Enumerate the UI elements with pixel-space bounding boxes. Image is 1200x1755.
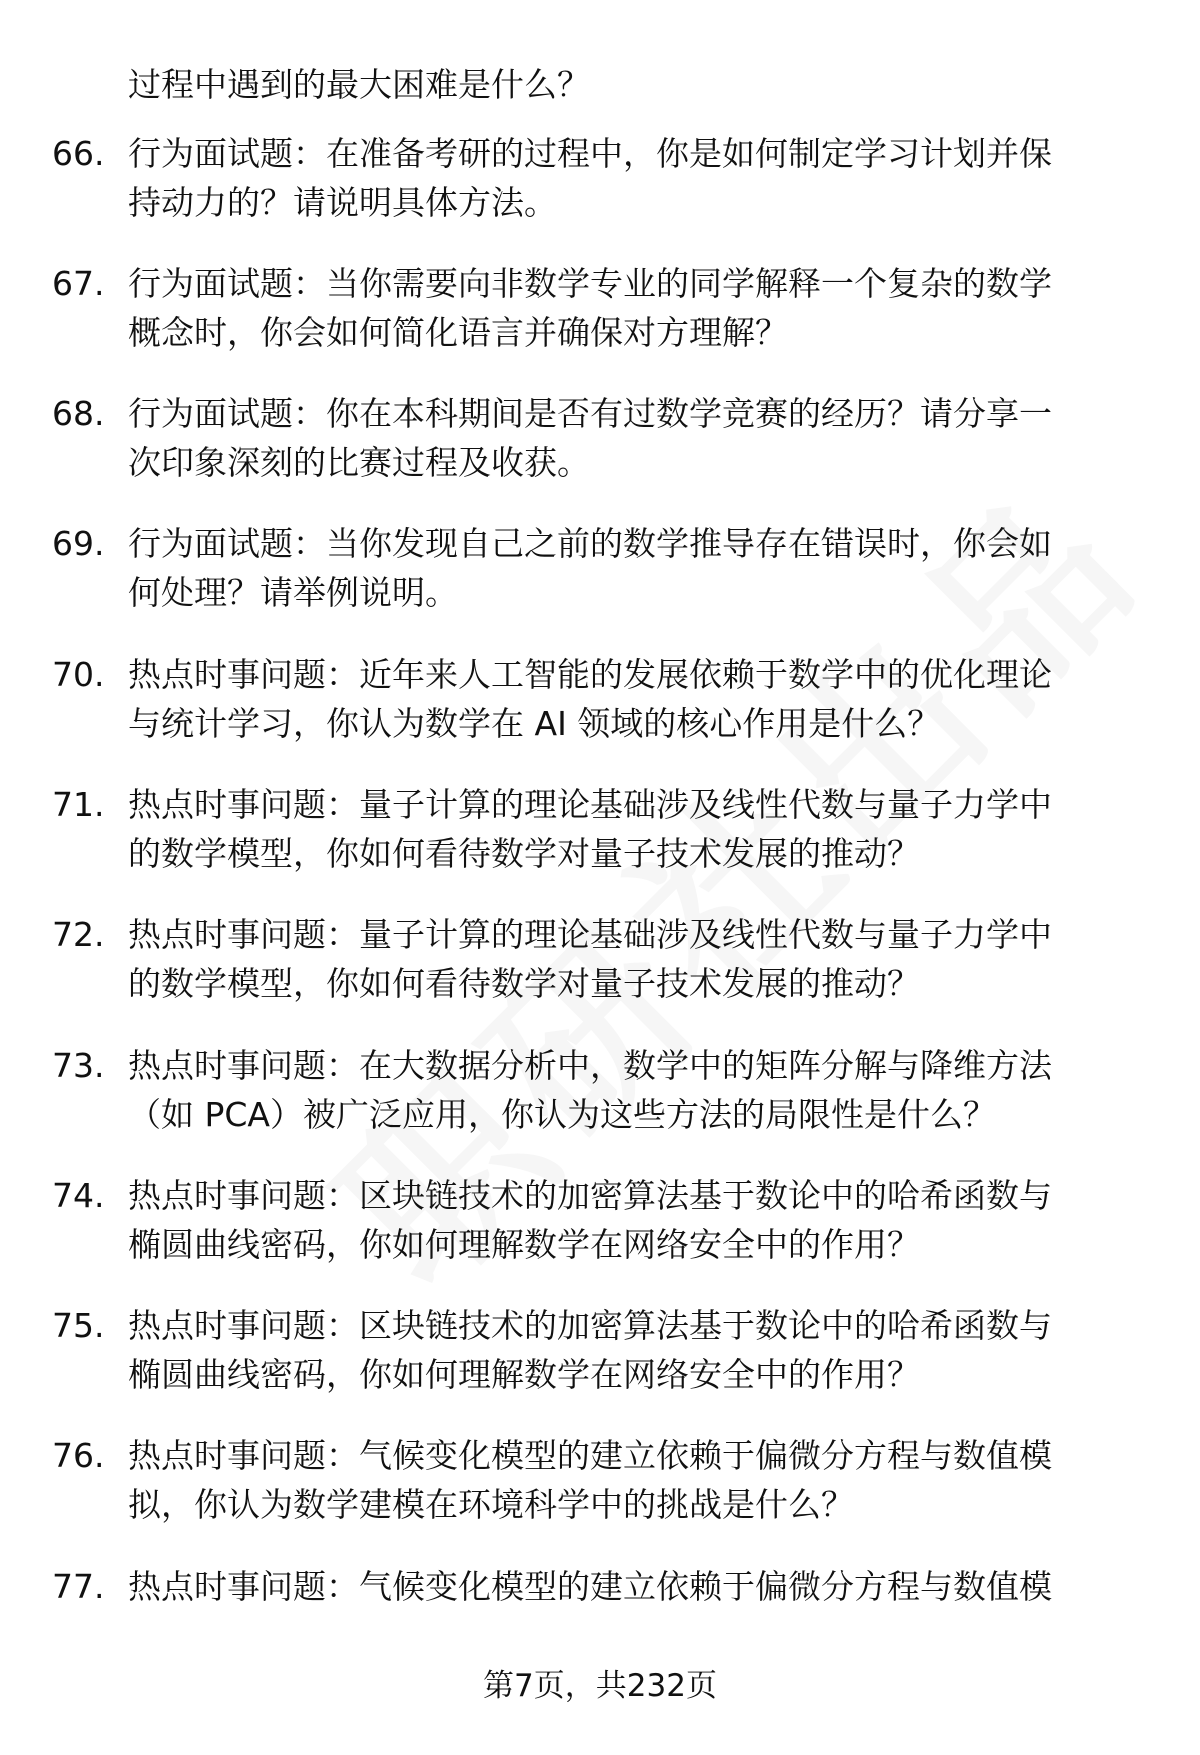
question-item: [0, 1431, 1200, 1529]
question-number: 71.: [52, 785, 105, 824]
question-number: 73.: [52, 1046, 105, 1085]
question-text-line-1: 热点时事问题：量子计算的理论基础涉及线性代数与量子力学中: [128, 785, 1052, 824]
question-text-line-1: 热点时事问题：量子计算的理论基础涉及线性代数与量子力学中: [128, 915, 1052, 954]
page-footer: 第7页，共232页: [483, 1668, 717, 1704]
question-text-line-1: 热点时事问题：近年来人工智能的发展依赖于数学中的优化理论: [128, 655, 1052, 694]
question-text-line-2: 的数学模型，你如何看待数学对量子技术发展的推动？: [128, 834, 920, 873]
question-number: 69.: [52, 524, 105, 563]
question-text-line-2: 椭圆曲线密码，你如何理解数学在网络安全中的作用？: [128, 1225, 920, 1264]
question-text-line-2: 与统计学习，你认为数学在 AI 领域的核心作用是什么？: [128, 704, 941, 743]
question-text-line-2: 的数学模型，你如何看待数学对量子技术发展的推动？: [128, 964, 920, 1003]
question-number: 76.: [52, 1436, 105, 1475]
question-number: 70.: [52, 655, 105, 694]
question-text-line-2: 持动力的？请说明具体方法。: [128, 183, 557, 222]
question-item: [0, 519, 1200, 617]
question-text-line-2: 拟，你认为数学建模在环境科学中的挑战是什么？: [128, 1485, 854, 1524]
question-item: [0, 129, 1200, 227]
question-text-line-1: 热点时事问题：气候变化模型的建立依赖于偏微分方程与数值模: [128, 1567, 1052, 1606]
question-number: 75.: [52, 1306, 105, 1345]
question-number: 67.: [52, 264, 105, 303]
question-text-line-2: （如 PCA）被广泛应用，你认为这些方法的局限性是什么？: [128, 1095, 997, 1134]
question-number: 66.: [52, 134, 105, 173]
question-item: [0, 1041, 1200, 1139]
question-item: [0, 910, 1200, 1008]
continued-question-text: 过程中遇到的最大困难是什么？: [128, 65, 590, 104]
question-item: [0, 1301, 1200, 1399]
question-text-line-1: 热点时事问题：区块链技术的加密算法基于数论中的哈希函数与: [128, 1176, 1052, 1215]
question-text-line-1: 行为面试题：你在本科期间是否有过数学竞赛的经历？请分享一: [128, 394, 1052, 433]
question-item: [0, 1562, 1200, 1611]
question-item: [0, 650, 1200, 748]
question-text-line-1: 行为面试题：在准备考研的过程中，你是如何制定学习计划并保: [128, 134, 1052, 173]
question-text-line-1: 行为面试题：当你需要向非数学专业的同学解释一个复杂的数学: [128, 264, 1052, 303]
question-text-line-1: 热点时事问题：在大数据分析中，数学中的矩阵分解与降维方法: [128, 1046, 1052, 1085]
question-text-line-1: 行为面试题：当你发现自己之前的数学推导存在错误时，你会如: [128, 524, 1052, 563]
question-text-line-1: 热点时事问题：区块链技术的加密算法基于数论中的哈希函数与: [128, 1306, 1052, 1345]
question-item: [0, 389, 1200, 487]
question-text-line-2: 何处理？请举例说明。: [128, 573, 458, 612]
question-number: 77.: [52, 1567, 105, 1606]
question-text-line-1: 热点时事问题：气候变化模型的建立依赖于偏微分方程与数值模: [128, 1436, 1052, 1475]
question-item: [0, 259, 1200, 357]
question-number: 72.: [52, 915, 105, 954]
question-text-line-2: 次印象深刻的比赛过程及收获。: [128, 443, 590, 482]
question-number: 74.: [52, 1176, 105, 1215]
question-text-line-2: 椭圆曲线密码，你如何理解数学在网络安全中的作用？: [128, 1355, 920, 1394]
question-item: [0, 780, 1200, 878]
question-item: [0, 1171, 1200, 1269]
question-number: 68.: [52, 394, 105, 433]
question-text-line-2: 概念时，你会如何简化语言并确保对方理解？: [128, 313, 788, 352]
